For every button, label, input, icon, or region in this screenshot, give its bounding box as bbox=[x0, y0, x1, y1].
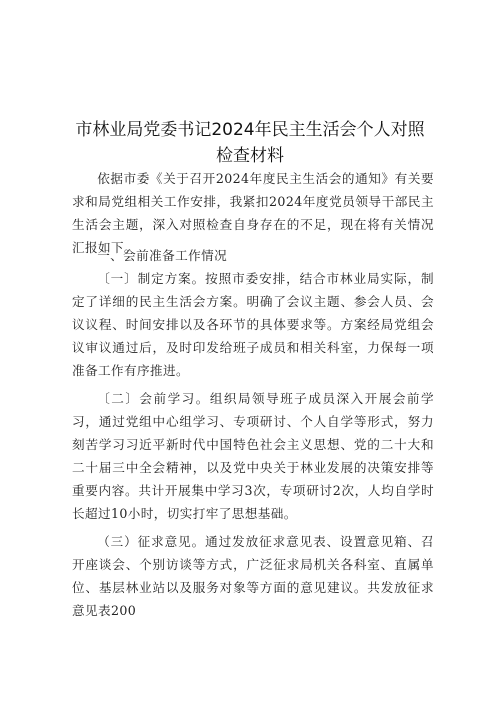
section-1-heading: 一、会前准备工作情况 bbox=[97, 248, 228, 263]
paragraph-feedback: （三）征求意见。通过发放征求意见表、设置意见箱、召开座谈会、个别访谈等方式，广泛征求局机关各科室、直属单位、基层林业站以及服务对象等方面的意见建议。共发放征求意见表200 bbox=[72, 534, 434, 618]
paragraph-plan: 〔一〕制定方案。按照市委安排，结合市林业局实际，制定了详细的民主生活会方案。明确了会议主题、参会人员、会议议程、时间安排以及各环节的具体要求等。方案经局党组会议审议通过后，及时印发给班子成员和相关科室，力保每一项准备工作有序推进。 bbox=[72, 271, 434, 378]
document-title-line-2: 检查材料 bbox=[216, 146, 284, 166]
document-title-line-1: 市林业局党委书记2024年民主生活会个人对照 bbox=[75, 120, 425, 140]
paragraph-block-3 bbox=[72, 530, 434, 622]
intro-paragraph: 依据市委《关于召开2024年度民主生活会的通知》有关要求和局党组相关工作安排，我紧扣2024年度党员领导干部民主生活会主题，深入对照检查自身存在的不足，现在将有关情况汇报如下。 bbox=[72, 171, 434, 255]
section-heading-block bbox=[72, 244, 434, 267]
paragraph-study: 〔二〕会前学习。组织局领导班子成员深入开展会前学习，通过党组中心组学习、专项研讨、个人自学等形式，努力刻苦学习习近平新时代中国特色社会主义思想、党的二十大和二十届三中全会精神，以及党中央关于林业发展的决策安排等重要内容。共计开展集中学习3次，专项研讨2次，人均自学时长超过10小时，切实打牢了思想基础。 bbox=[72, 391, 434, 521]
paragraph-block-1 bbox=[72, 267, 434, 382]
paragraph-block-2 bbox=[72, 387, 434, 525]
